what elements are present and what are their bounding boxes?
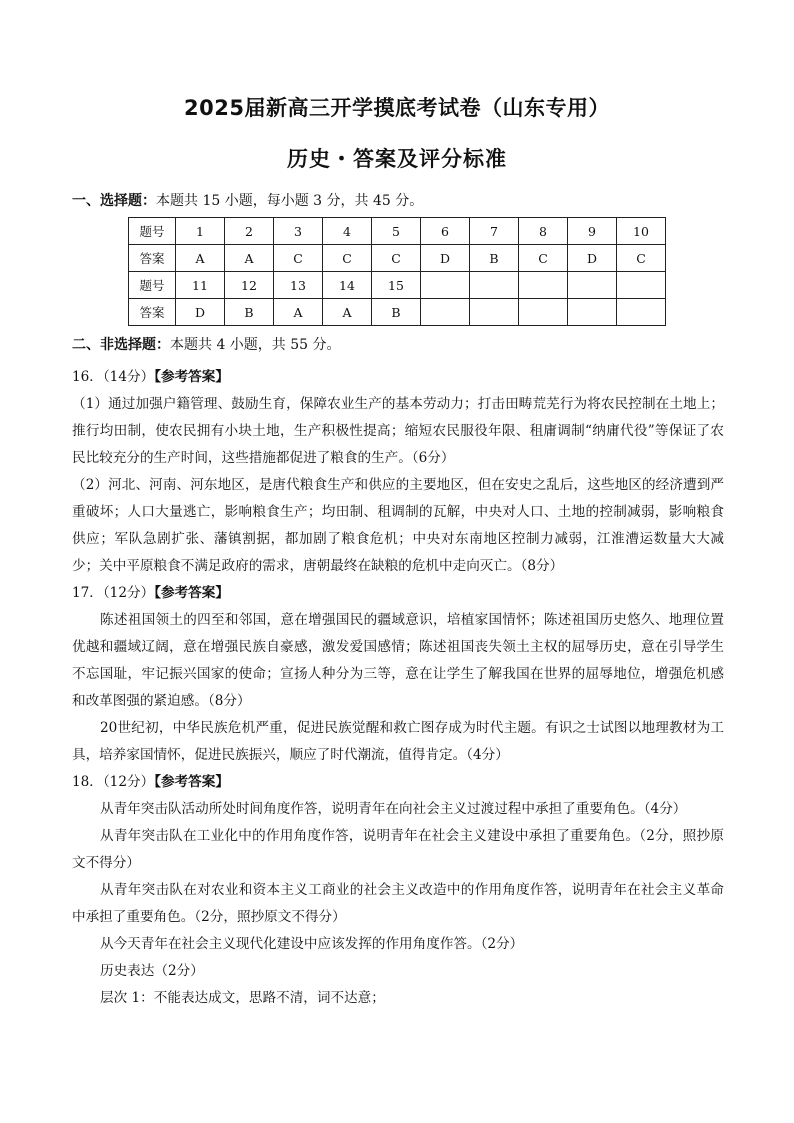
table-cell: 8: [519, 218, 568, 245]
q16-answer-1: （1）通过加强户籍管理、鼓励生育，保障农业生产的基本劳动力；打击田畴荒芜行为将农民控制在土地上；推行均田制，使农民拥有小块土地，生产积极性提高；缩短农民服役年限、租庸调制“纳庸代役”等保证了农民比较充分的生产时间，这些措施都促进了粮食的生产。（6分）: [72, 396, 724, 466]
table-cell: D: [176, 299, 225, 326]
table-cell: C: [519, 245, 568, 272]
section-2-label: 二、非选择题：: [72, 337, 170, 353]
section-2-heading: [72, 334, 341, 354]
table-cell: 4: [323, 218, 372, 245]
table-row: [129, 299, 666, 326]
table-cell: 12: [225, 272, 274, 299]
answer-body: [72, 364, 724, 1012]
section-1-desc: 本题共 15 小题，每小题 3 分，共 45 分。: [156, 193, 424, 209]
table-cell: B: [470, 245, 519, 272]
q18-answer-5: 历史表达（2分）: [100, 963, 204, 979]
q18-tag: 【参考答案】: [154, 774, 229, 790]
q17-heading: [72, 580, 724, 607]
table-cell: A: [225, 245, 274, 272]
table-cell: D: [421, 245, 470, 272]
table-cell: C: [617, 245, 666, 272]
table-cell: [421, 299, 470, 326]
table-row: [129, 245, 666, 272]
q17-tag: 【参考答案】: [154, 585, 229, 601]
table-cell: 1: [176, 218, 225, 245]
table-cell: A: [323, 299, 372, 326]
table-cell: [470, 272, 519, 299]
table-cell: A: [274, 299, 323, 326]
table-cell: B: [225, 299, 274, 326]
q18-answer-6: 层次 1：不能表达成文，思路不清，词不达意；: [100, 990, 385, 1006]
table-row: [129, 272, 666, 299]
table-cell: 3: [274, 218, 323, 245]
q17-number: 17．（12分）: [72, 585, 155, 601]
answer-table: [128, 217, 666, 326]
table-row-label: 答案: [129, 245, 176, 272]
table-cell: 5: [372, 218, 421, 245]
q16-heading: [72, 364, 724, 391]
table-cell: A: [176, 245, 225, 272]
q16-answer-2: （2）河北、河南、河东地区，是唐代粮食生产和供应的主要地区，但在安史之乱后，这些地区的经济遭到严重破坏；人口大量逃亡，影响粮食生产；均田制、租调制的瓦解，中央对人口、土地的控制减弱，影响粮食供应；军队急剧扩张、藩镇割据，都加剧了粮食危机；中央对东南地区控制力减弱，江淮漕运数量大大减少；关中平原粮食不满足政府的需求，唐朝最终在缺粮的危机中走向灭亡。（8分）: [72, 477, 724, 574]
table-cell: C: [323, 245, 372, 272]
table-cell: 15: [372, 272, 421, 299]
q18-answer-1: 从青年突击队活动所处时间角度作答，说明青年在向社会主义过渡过程中承担了重要角色。（4分）: [100, 801, 687, 817]
q18-answer-2: 从青年突击队在工业化中的作用角度作答，说明青年在社会主义建设中承担了重要角色。（2分，照抄原文不得分）: [72, 828, 724, 871]
table-cell: 11: [176, 272, 225, 299]
q17-answer-2: 20世纪初，中华民族危机严重，促进民族觉醒和救亡图存成为时代主题。有识之士试图以地理教材为工具，培养家国情怀，促进民族振兴，顺应了时代潮流，值得肯定。（4分）: [72, 720, 724, 763]
table-cell: 10: [617, 218, 666, 245]
table-row: [129, 218, 666, 245]
table-cell: [568, 299, 617, 326]
table-cell: [470, 299, 519, 326]
table-cell: B: [372, 299, 421, 326]
table-cell: 14: [323, 272, 372, 299]
table-cell: [617, 299, 666, 326]
section-1-label: 一、选择题：: [72, 193, 156, 209]
table-cell: [617, 272, 666, 299]
q18-answer-3: 从青年突击队在对农业和资本主义工商业的社会主义改造中的作用角度作答，说明青年在社会主义革命中承担了重要角色。（2分，照抄原文不得分）: [72, 882, 724, 925]
table-cell: [421, 272, 470, 299]
table-cell: C: [372, 245, 421, 272]
table-row-label: 题号: [129, 218, 176, 245]
table-cell: 7: [470, 218, 519, 245]
q18-number: 18．（12分）: [72, 774, 155, 790]
q18-heading: [72, 769, 724, 796]
table-cell: 2: [225, 218, 274, 245]
document-title: 2025届新高三开学摸底考试卷（山东专用）: [184, 96, 610, 120]
table-cell: D: [568, 245, 617, 272]
table-cell: [519, 299, 568, 326]
table-cell: 6: [421, 218, 470, 245]
q17-answer-1: 陈述祖国领土的四至和邻国，意在增强国民的疆域意识，培植家国情怀；陈述祖国历史悠久、地理位置优越和疆域辽阔，意在增强民族自豪感，激发爱国感情；陈述祖国丧失领土主权的屈辱历史，意在引导学生不忘国耻，牢记振兴国家的使命；宣扬人种分为三等，意在让学生了解我国在世界的屈辱地位，增强危机感和改革图强的紧迫感。（8分）: [72, 612, 724, 709]
table-cell: [568, 272, 617, 299]
table-cell: C: [274, 245, 323, 272]
q18-answer-4: 从今天青年在社会主义现代化建设中应该发挥的作用角度作答。（2分）: [100, 936, 524, 952]
table-cell: [519, 272, 568, 299]
section-1-heading: [72, 190, 423, 210]
section-2-desc: 本题共 4 小题，共 55 分。: [170, 337, 341, 353]
table-row-label: 题号: [129, 272, 176, 299]
q16-number: 16．（14分）: [72, 369, 155, 385]
document-subtitle: 历史・答案及评分标准: [287, 147, 507, 171]
table-cell: 13: [274, 272, 323, 299]
table-row-label: 答案: [129, 299, 176, 326]
table-cell: 9: [568, 218, 617, 245]
q16-tag: 【参考答案】: [154, 369, 229, 385]
